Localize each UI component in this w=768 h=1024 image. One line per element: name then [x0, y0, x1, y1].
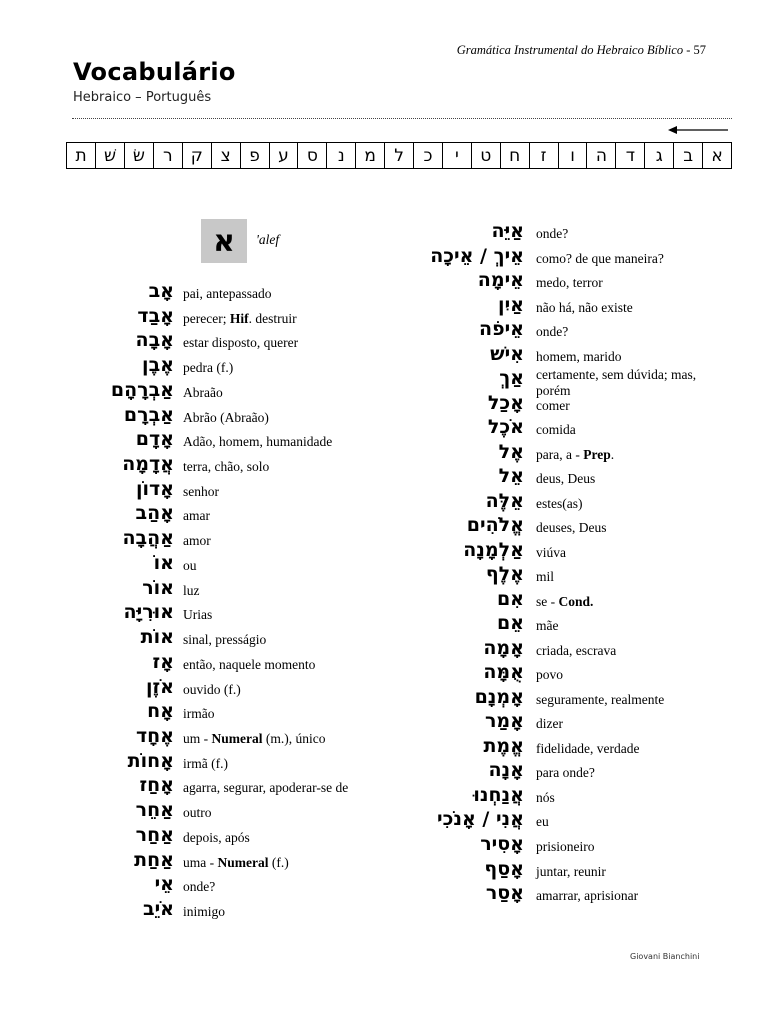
page-title: Vocabulário [73, 58, 236, 86]
hebrew-word: אָבָה [135, 329, 174, 352]
alphabet-letter: ד [615, 143, 644, 168]
portuguese-gloss: terra, chão, solo [183, 459, 270, 475]
hebrew-word: אֻמָּה [483, 661, 524, 684]
alphabet-strip [66, 142, 732, 169]
portuguese-gloss: se - Cond. [536, 593, 594, 609]
hebrew-word: אַחַת [134, 848, 174, 871]
hebrew-word: אַיֵּה [491, 220, 524, 242]
alphabet-letter: צ [211, 143, 240, 168]
portuguese-gloss: Adão, homem, humanidade [183, 434, 333, 450]
portuguese-gloss: dizer [536, 716, 563, 732]
hebrew-word: אֲנַחְנוּ [473, 783, 524, 806]
portuguese-gloss: outro [183, 805, 212, 821]
hebrew-word: אִם [496, 587, 524, 610]
hebrew-word: אֵימָה [477, 269, 524, 292]
section-letter: א [201, 219, 247, 263]
alphabet-letter: ו [558, 143, 587, 168]
hebrew-word: אַחֵר [135, 799, 174, 822]
portuguese-gloss: amarrar, aprisionar [536, 888, 639, 904]
portuguese-gloss: nós [536, 789, 555, 805]
hebrew-word: אָנָה [488, 759, 524, 782]
portuguese-gloss: viúva [536, 544, 566, 560]
portuguese-gloss: prisioneiro [536, 839, 595, 854]
hebrew-word: אַלְמָנָה [463, 538, 524, 561]
alphabet-letter: ז [529, 143, 558, 168]
hebrew-word: אַהֲבָה [122, 527, 174, 550]
portuguese-gloss: ouvido (f.) [183, 681, 241, 697]
alphabet-letter: שׁ [95, 143, 124, 168]
hebrew-word: אַבְרָהָם [110, 378, 174, 401]
hebrew-word: אֶלֶף [485, 563, 524, 586]
portuguese-gloss: mãe [536, 618, 559, 634]
hebrew-word: אִישׁ [490, 342, 524, 365]
portuguese-gloss: estar disposto, querer [183, 335, 299, 351]
portuguese-gloss: Urias [183, 607, 213, 623]
portuguese-gloss: estes(as) [536, 495, 583, 511]
hebrew-word: אֵי [154, 873, 174, 896]
hebrew-word: אֹזֶן [146, 675, 174, 698]
hebrew-word: אָדָם [135, 428, 174, 451]
hebrew-word: אֹכֶל [487, 416, 524, 439]
hebrew-word: אָמְנָם [474, 685, 524, 708]
hebrew-word: אֶחָד [135, 724, 174, 747]
page-number: - 57 [686, 43, 706, 57]
hebrew-word: אוּרִיָּה [123, 601, 174, 624]
portuguese-gloss: para, a - Prep. [536, 446, 615, 462]
hebrew-word: אָח [147, 700, 174, 723]
hebrew-word: אָהַב [135, 502, 174, 525]
portuguese-gloss: homem, marido [536, 348, 622, 364]
hebrew-word: אָב [148, 280, 174, 302]
portuguese-gloss: como? de que maneira? [536, 250, 664, 266]
portuguese-gloss: juntar, reunir [536, 863, 606, 879]
hebrew-word: אוֹר [142, 576, 174, 599]
hebrew-word: אָמָה [483, 636, 524, 659]
portuguese-gloss: eu [536, 814, 549, 830]
portuguese-gloss: para onde? [536, 765, 595, 781]
portuguese-gloss: depois, após [183, 829, 250, 845]
portuguese-gloss: ou [183, 557, 197, 573]
running-title: Gramática Instrumental do Hebraico Bíblico [456, 43, 684, 57]
portuguese-gloss: agarra, segurar, apoderar-se de [183, 780, 349, 796]
alphabet-letter: ל [384, 143, 413, 168]
alphabet-letter: א [702, 143, 731, 168]
alphabet-letter: נ [326, 143, 355, 168]
portuguese-gloss: certamente, sem dúvida; mas, porém [536, 367, 697, 398]
hebrew-word: אָחַז [139, 774, 174, 797]
hebrew-word: אָבַד [137, 304, 174, 327]
hebrew-word: אַחַר [135, 823, 174, 846]
alphabet-letter: ע [269, 143, 298, 168]
portuguese-gloss: Abrão (Abraão) [183, 409, 269, 425]
hebrew-word: אָדוֹן [135, 477, 174, 500]
portuguese-gloss: seguramente, realmente [536, 691, 665, 707]
alphabet-letter: ב [673, 143, 702, 168]
alphabet-letter: שׂ [124, 143, 153, 168]
hebrew-word: אֲנִי / אָנֹכִי [436, 808, 524, 831]
hebrew-word: אָמַר [484, 710, 524, 733]
portuguese-gloss: Abraão [183, 384, 223, 400]
hebrew-word: אֲדָמָה [122, 453, 174, 476]
hebrew-word: אָכַל [487, 391, 524, 414]
portuguese-gloss: fidelidade, verdade [536, 740, 640, 756]
portuguese-gloss: pai, antepassado [183, 286, 272, 301]
alphabet-letter: ר [153, 143, 182, 168]
portuguese-gloss: onde? [183, 879, 216, 895]
portuguese-gloss: onde? [536, 324, 569, 340]
hebrew-word: אַךְ [499, 367, 524, 390]
portuguese-gloss: então, naquele momento [183, 656, 316, 672]
hebrew-word: אַיִן [498, 293, 524, 316]
hebrew-word: אֵיךְ / אֵיכָה [430, 244, 524, 267]
hebrew-word: אֵם [496, 612, 524, 635]
portuguese-gloss: uma - Numeral (f.) [183, 854, 289, 870]
portuguese-gloss: criada, escrava [536, 642, 617, 658]
alphabet-letter: ה [586, 143, 615, 168]
hebrew-word: אַבְרָם [123, 403, 174, 426]
alphabet-letter: מ [355, 143, 384, 168]
hebrew-word: אֹיֵב [142, 898, 174, 920]
hebrew-word: אֵל [498, 465, 524, 488]
page-subtitle: Hebraico – Português [73, 90, 212, 105]
alphabet-letter: ח [500, 143, 529, 168]
alphabet-letter: ג [644, 143, 673, 168]
dotted-divider [72, 118, 732, 119]
portuguese-gloss: irmã (f.) [183, 755, 228, 771]
alphabet-letter: ס [297, 143, 326, 168]
hebrew-word: אֵלֶּה [485, 489, 524, 512]
hebrew-word: אֱמֶת [483, 734, 524, 757]
hebrew-word: אֵיפֹה [479, 318, 524, 341]
portuguese-gloss: irmão [183, 706, 215, 722]
alphabet-letter: ק [182, 143, 211, 168]
hebrew-word: אֶל [498, 440, 524, 463]
portuguese-gloss: comer [536, 397, 570, 413]
portuguese-gloss: medo, terror [536, 275, 603, 291]
portuguese-gloss: comida [536, 422, 576, 438]
hebrew-word: אָז [152, 650, 174, 673]
hebrew-word: אָסַף [484, 857, 524, 880]
hebrew-word: אֱלֹהִים [466, 514, 524, 537]
running-head [457, 43, 706, 58]
section-letter-name: 'alef [256, 232, 280, 247]
alphabet-letter: ט [471, 143, 500, 168]
hebrew-word: אָסִיר [480, 833, 524, 855]
hebrew-word: אוֹ [153, 551, 174, 574]
portuguese-gloss: não há, não existe [536, 299, 633, 315]
alphabet-letter: פ [240, 143, 269, 168]
hebrew-word: אָסַר [485, 882, 524, 905]
hebrew-word: אָחוֹת [127, 749, 174, 772]
portuguese-gloss: amor [183, 533, 211, 549]
alphabet-letter: ת [75, 145, 87, 166]
alphabet-letter: י [442, 143, 471, 168]
portuguese-gloss: um - Numeral (m.), único [183, 730, 326, 746]
portuguese-gloss: sinal, presságio [183, 632, 267, 648]
portuguese-gloss: pedra (f.) [183, 360, 234, 376]
alphabet-letter: כ [413, 143, 442, 168]
portuguese-gloss: povo [536, 667, 563, 683]
hebrew-word: אֶבֶן [142, 354, 174, 377]
arrow-left-icon [668, 124, 728, 136]
portuguese-gloss: senhor [183, 483, 219, 499]
portuguese-gloss: mil [536, 569, 555, 585]
portuguese-gloss: inimigo [183, 904, 226, 919]
hebrew-word: אוֹת [140, 626, 174, 649]
portuguese-gloss: deus, Deus [536, 471, 596, 487]
portuguese-gloss: onde? [536, 226, 569, 241]
portuguese-gloss: perecer; Hif. destruir [183, 310, 297, 326]
portuguese-gloss: luz [183, 582, 200, 598]
portuguese-gloss: deuses, Deus [536, 520, 607, 536]
portuguese-gloss: amar [183, 508, 210, 524]
footer-author: Giovani Bianchini [630, 952, 700, 961]
